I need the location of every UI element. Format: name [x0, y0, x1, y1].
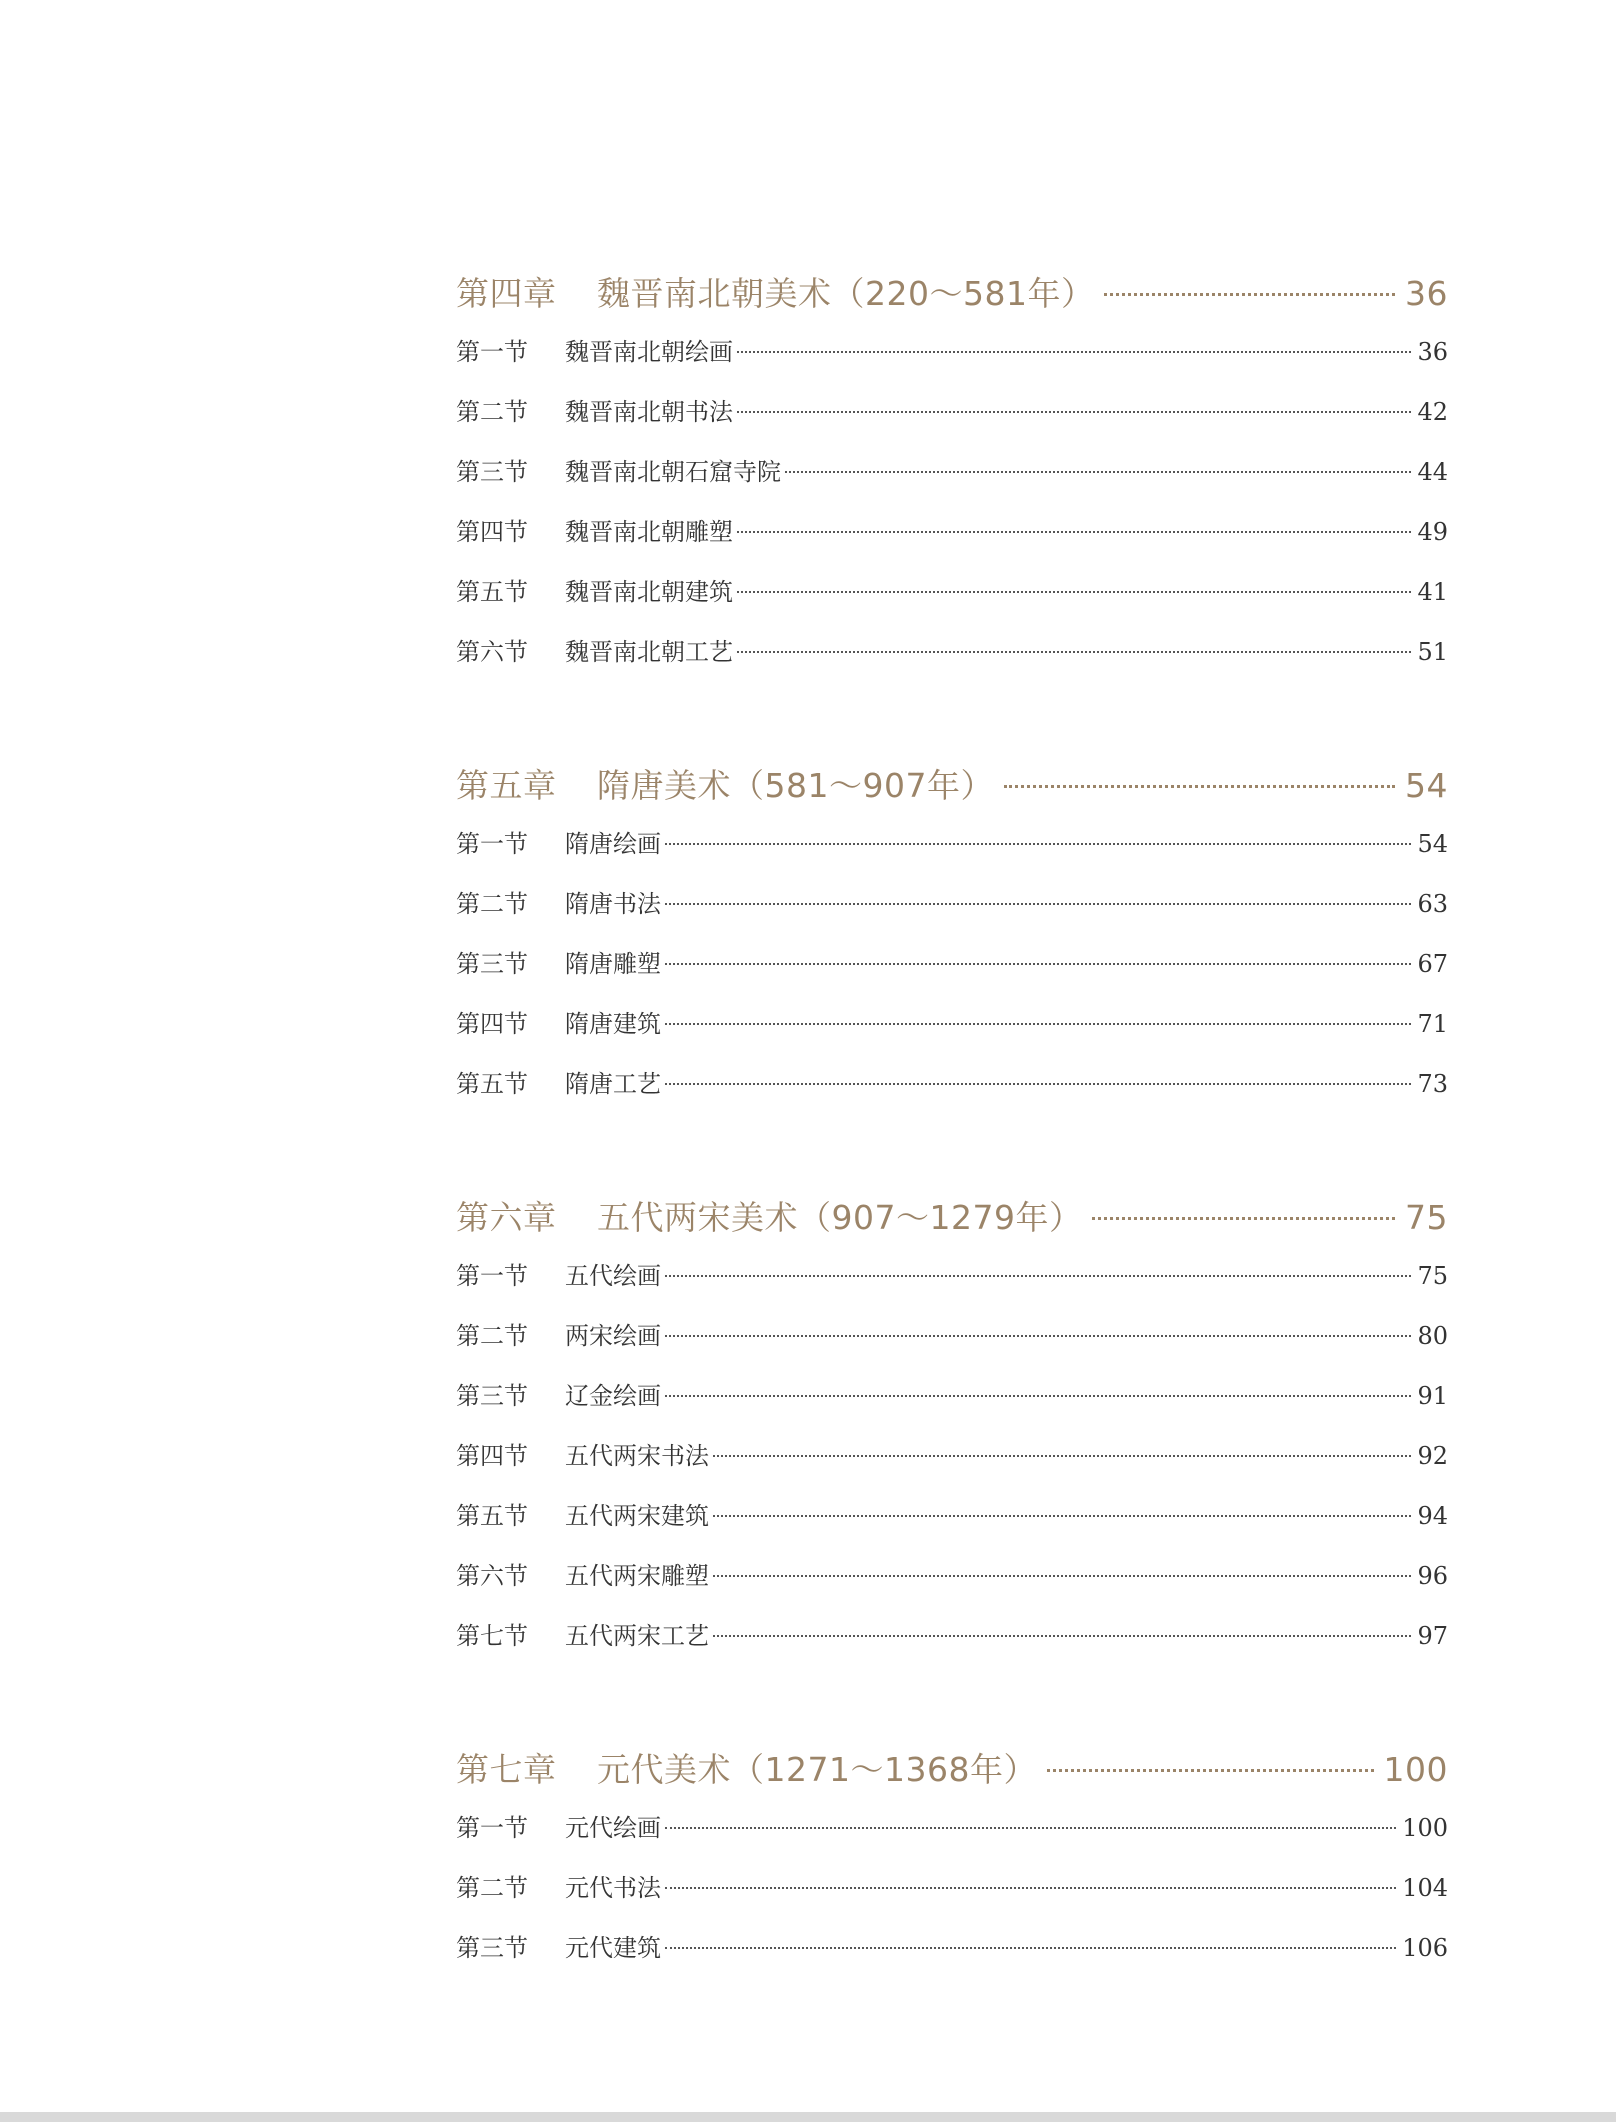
table-of-contents [456, 268, 1448, 2056]
section-number: 第一节 [456, 338, 528, 366]
chapter-page-number: 75 [1405, 1198, 1448, 1237]
section-entry[interactable] [456, 452, 1448, 512]
section-number: 第二节 [456, 1874, 528, 1902]
section-entry[interactable] [456, 1928, 1448, 1988]
section-page-number: 54 [1417, 830, 1448, 858]
section-entry[interactable] [456, 1496, 1448, 1556]
section-page-number: 94 [1417, 1502, 1448, 1530]
section-number: 第一节 [456, 1814, 528, 1842]
chapter-number: 第四章 [456, 274, 557, 313]
dot-leader [665, 1023, 1411, 1025]
chapter-page-number: 54 [1405, 766, 1448, 805]
dot-leader [665, 903, 1411, 905]
section-title: 魏晋南北朝建筑 [565, 578, 733, 606]
section-title: 辽金绘画 [565, 1382, 661, 1410]
section-number: 第六节 [456, 638, 528, 666]
section-title: 元代建筑 [565, 1934, 661, 1962]
section-number: 第一节 [456, 1262, 528, 1290]
section-entry[interactable] [456, 1868, 1448, 1928]
section-page-number: 97 [1417, 1622, 1448, 1650]
section-page-number: 92 [1417, 1442, 1448, 1470]
chapter-7 [456, 1744, 1448, 1988]
section-page-number: 41 [1417, 578, 1448, 606]
section-number: 第五节 [456, 1502, 528, 1530]
dot-leader [665, 1275, 1411, 1277]
dot-leader [737, 351, 1411, 353]
dot-leader [713, 1455, 1411, 1457]
chapter-title: 魏晋南北朝美术（220～581年） [597, 274, 1095, 313]
dot-leader [665, 1395, 1411, 1397]
section-page-number: 51 [1417, 638, 1448, 666]
section-page-number: 73 [1417, 1070, 1448, 1098]
section-title: 五代两宋雕塑 [565, 1562, 709, 1590]
section-entry[interactable] [456, 1064, 1448, 1124]
section-page-number: 100 [1402, 1814, 1448, 1842]
chapter-number: 第六章 [456, 1198, 557, 1237]
section-title: 隋唐书法 [565, 890, 661, 918]
section-title: 魏晋南北朝石窟寺院 [565, 458, 781, 486]
section-number: 第五节 [456, 578, 528, 606]
section-entry[interactable] [456, 1256, 1448, 1316]
dot-leader [737, 411, 1411, 413]
section-entry[interactable] [456, 1808, 1448, 1868]
section-number: 第四节 [456, 518, 528, 546]
section-page-number: 106 [1402, 1934, 1448, 1962]
section-entry[interactable] [456, 1616, 1448, 1676]
section-entry[interactable] [456, 632, 1448, 692]
section-entry[interactable] [456, 824, 1448, 884]
section-entry[interactable] [456, 332, 1448, 392]
dot-leader [713, 1635, 1411, 1637]
dot-leader [713, 1515, 1411, 1517]
section-title: 元代书法 [565, 1874, 661, 1902]
dot-leader [665, 1887, 1396, 1889]
section-page-number: 75 [1417, 1262, 1448, 1290]
section-title: 元代绘画 [565, 1814, 661, 1842]
chapter-heading[interactable] [456, 1744, 1448, 1800]
dot-leader [665, 1335, 1411, 1337]
chapter-page-number: 100 [1383, 1750, 1448, 1789]
section-number: 第二节 [456, 398, 528, 426]
section-title: 魏晋南北朝雕塑 [565, 518, 733, 546]
section-page-number: 63 [1417, 890, 1448, 918]
section-title: 两宋绘画 [565, 1322, 661, 1350]
section-page-number: 91 [1417, 1382, 1448, 1410]
section-title: 五代两宋工艺 [565, 1622, 709, 1650]
dot-leader [1004, 785, 1395, 788]
section-number: 第四节 [456, 1442, 528, 1470]
chapter-heading[interactable] [456, 1192, 1448, 1248]
section-entry[interactable] [456, 944, 1448, 1004]
dot-leader [1047, 1769, 1374, 1772]
section-page-number: 80 [1417, 1322, 1448, 1350]
section-entry[interactable] [456, 884, 1448, 944]
section-title: 五代绘画 [565, 1262, 661, 1290]
section-entry[interactable] [456, 512, 1448, 572]
section-page-number: 104 [1402, 1874, 1448, 1902]
section-number: 第四节 [456, 1010, 528, 1038]
dot-leader [737, 591, 1411, 593]
page-bottom-edge [0, 2112, 1616, 2122]
chapter-title: 五代两宋美术（907～1279年） [597, 1198, 1083, 1237]
section-page-number: 96 [1417, 1562, 1448, 1590]
dot-leader [665, 1083, 1411, 1085]
dot-leader [737, 651, 1411, 653]
dot-leader [737, 531, 1411, 533]
section-page-number: 36 [1417, 338, 1448, 366]
dot-leader [665, 963, 1411, 965]
dot-leader [1104, 293, 1395, 296]
section-number: 第六节 [456, 1562, 528, 1590]
section-entry[interactable] [456, 1376, 1448, 1436]
section-entry[interactable] [456, 392, 1448, 452]
section-number: 第三节 [456, 458, 528, 486]
dot-leader [713, 1575, 1411, 1577]
section-title: 魏晋南北朝书法 [565, 398, 733, 426]
chapter-heading[interactable] [456, 760, 1448, 816]
section-entry[interactable] [456, 1436, 1448, 1496]
section-title: 魏晋南北朝工艺 [565, 638, 733, 666]
section-title: 五代两宋建筑 [565, 1502, 709, 1530]
section-title: 五代两宋书法 [565, 1442, 709, 1470]
section-entry[interactable] [456, 1316, 1448, 1376]
chapter-6 [456, 1192, 1448, 1676]
section-page-number: 42 [1417, 398, 1448, 426]
section-entry[interactable] [456, 572, 1448, 632]
section-page-number: 44 [1417, 458, 1448, 486]
section-number: 第七节 [456, 1622, 528, 1650]
dot-leader [665, 843, 1411, 845]
section-entry[interactable] [456, 1004, 1448, 1064]
section-number: 第二节 [456, 1322, 528, 1350]
section-number: 第五节 [456, 1070, 528, 1098]
section-title: 隋唐建筑 [565, 1010, 661, 1038]
section-title: 隋唐绘画 [565, 830, 661, 858]
chapter-heading[interactable] [456, 268, 1448, 324]
chapter-page-number: 36 [1405, 274, 1448, 313]
chapter-4 [456, 268, 1448, 692]
chapter-5 [456, 760, 1448, 1124]
chapter-title: 隋唐美术（581～907年） [597, 766, 994, 805]
section-page-number: 49 [1417, 518, 1448, 546]
dot-leader [665, 1827, 1396, 1829]
section-title: 隋唐工艺 [565, 1070, 661, 1098]
section-page-number: 67 [1417, 950, 1448, 978]
section-title: 隋唐雕塑 [565, 950, 661, 978]
dot-leader [785, 471, 1411, 473]
section-entry[interactable] [456, 1556, 1448, 1616]
section-number: 第三节 [456, 950, 528, 978]
section-number: 第三节 [456, 1382, 528, 1410]
dot-leader [665, 1947, 1396, 1949]
dot-leader [1092, 1217, 1395, 1220]
section-number: 第一节 [456, 830, 528, 858]
section-number: 第三节 [456, 1934, 528, 1962]
chapter-title: 元代美术（1271～1368年） [597, 1750, 1037, 1789]
chapter-number: 第七章 [456, 1750, 557, 1789]
section-page-number: 71 [1417, 1010, 1448, 1038]
section-number: 第二节 [456, 890, 528, 918]
section-title: 魏晋南北朝绘画 [565, 338, 733, 366]
chapter-number: 第五章 [456, 766, 557, 805]
